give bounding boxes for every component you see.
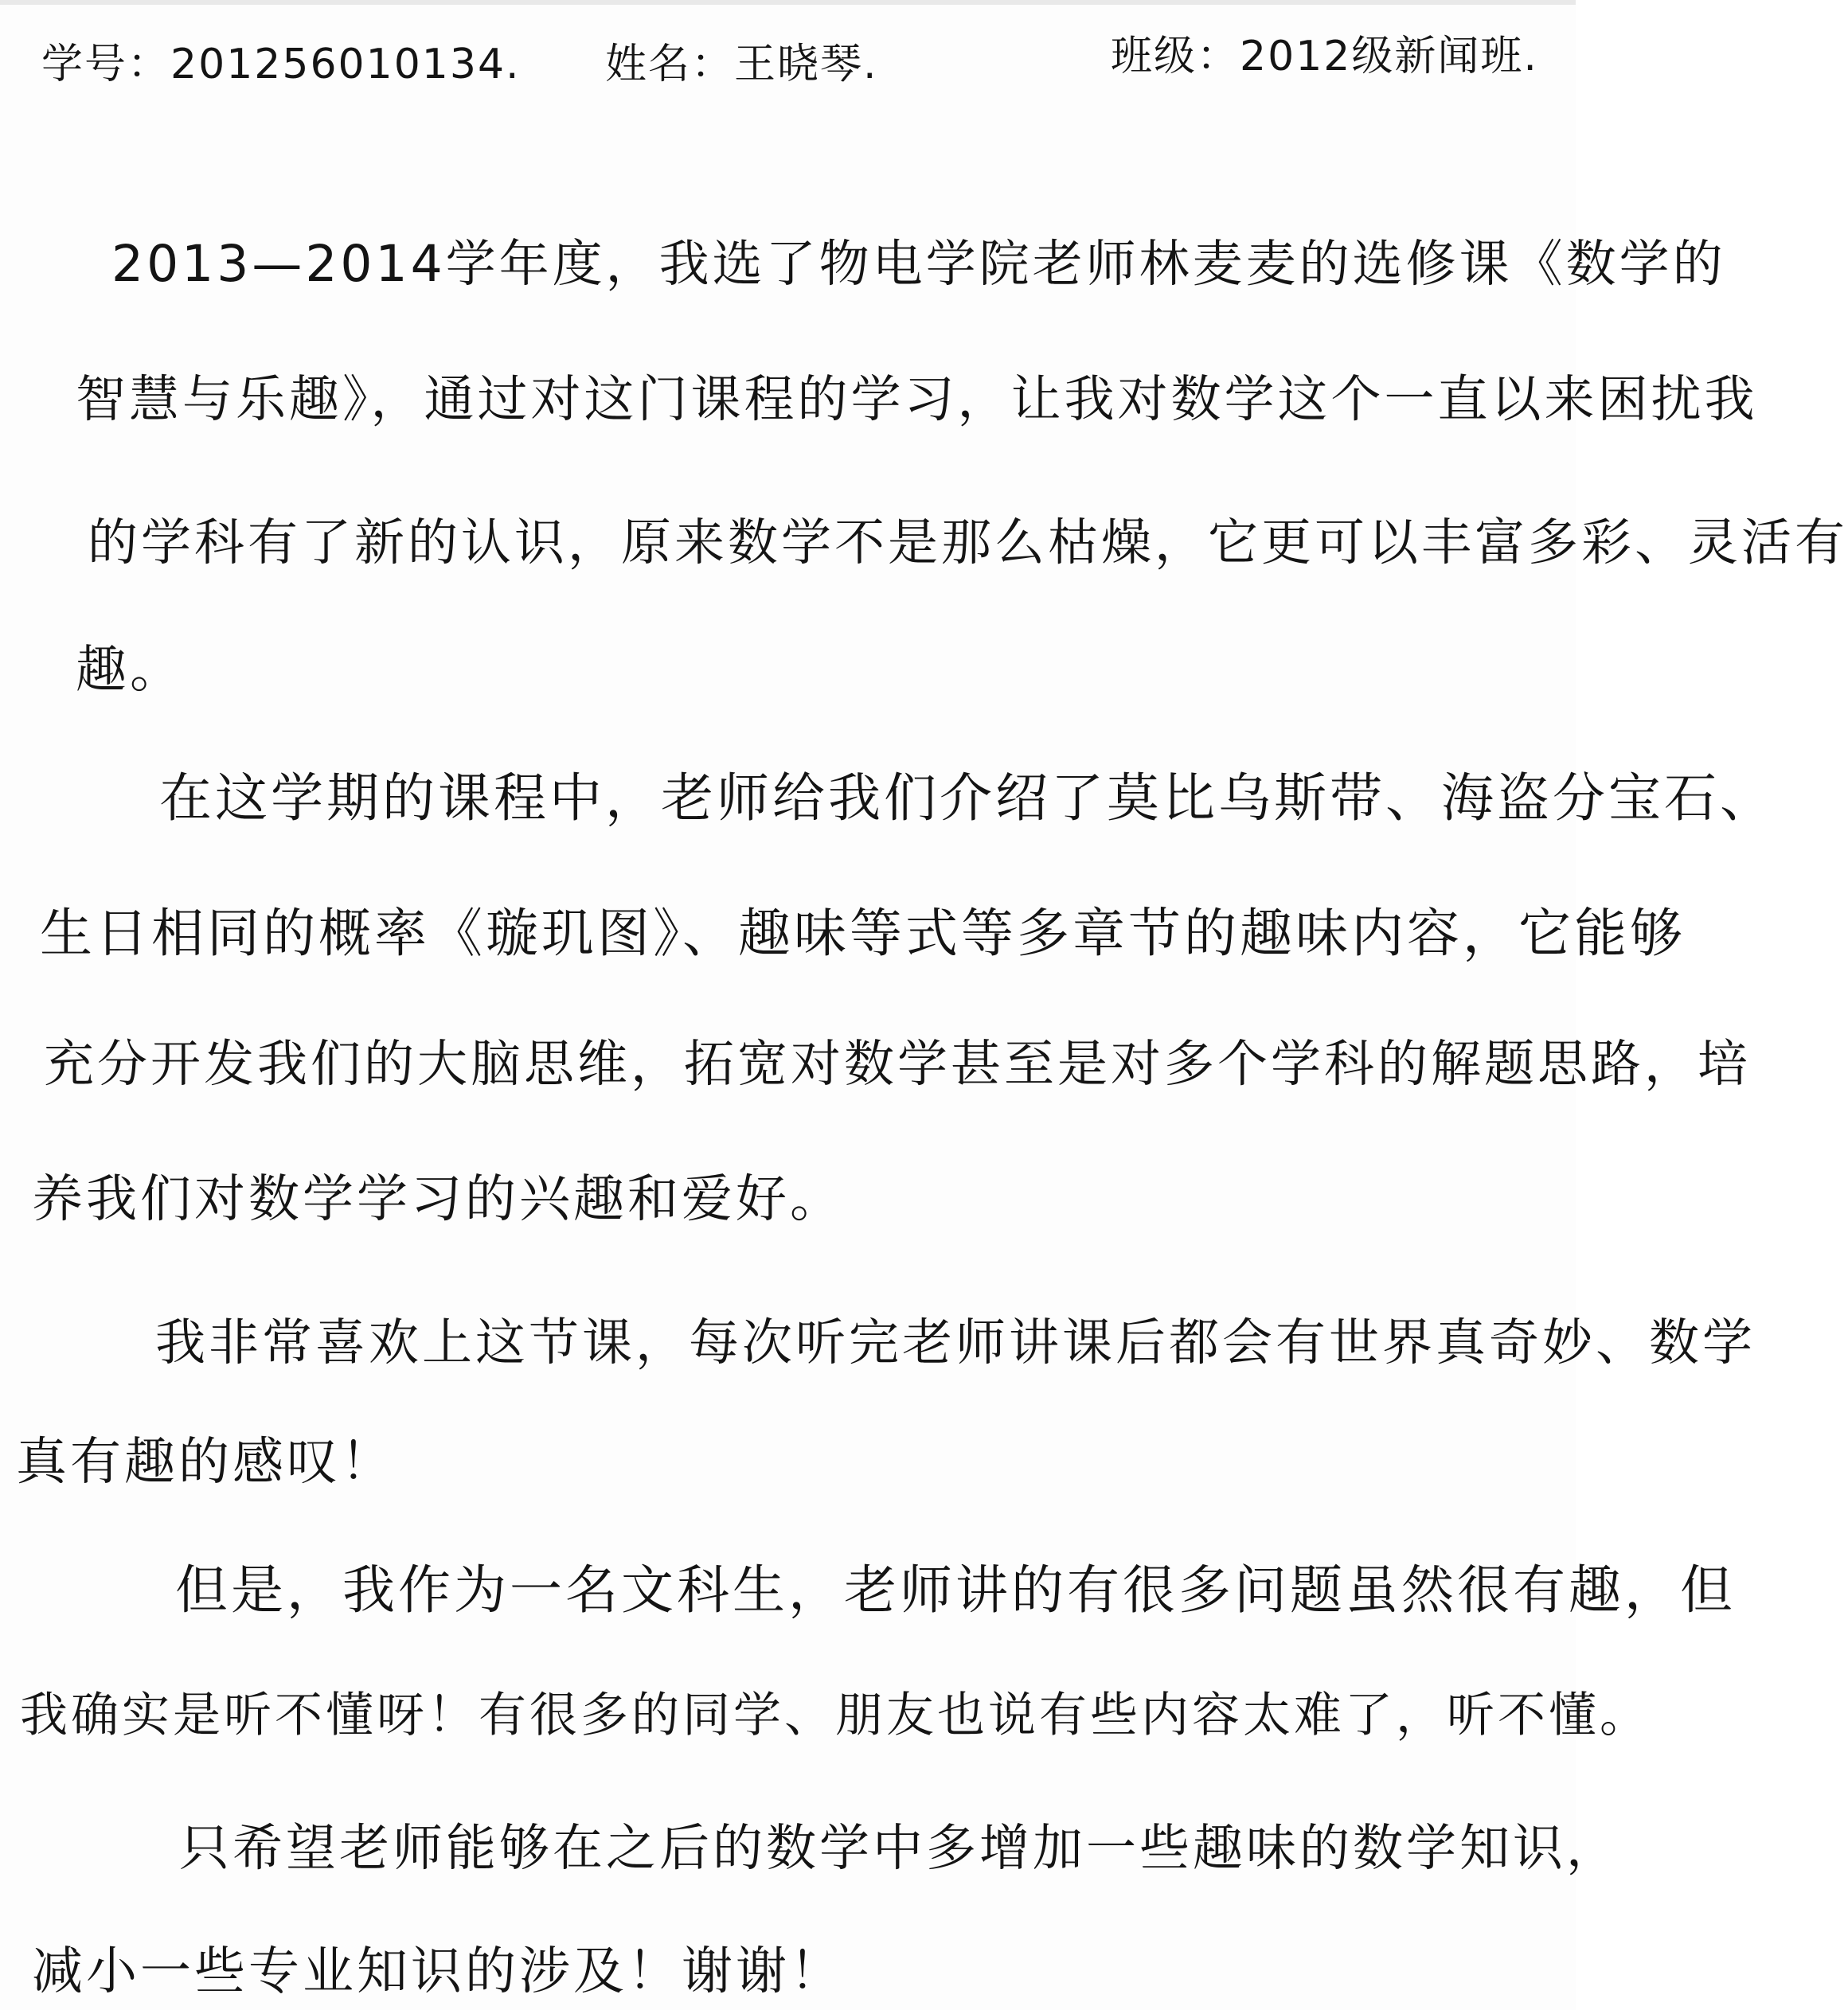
essay-line: 我确实是听不懂呀！有很多的同学、朋友也说有些内容太难了，听不懂。 <box>20 1688 1651 1743</box>
essay-line: 真有趣的感叹！ <box>16 1433 395 1492</box>
essay-line: 在这学期的课程中，老师给我们介绍了莫比乌斯带、海盗分宝石、 <box>159 767 1776 829</box>
class-label: 班级 <box>1111 33 1197 80</box>
class-separator: ： <box>1197 33 1240 80</box>
essay-line: 养我们对数学学习的兴趣和爱好。 <box>32 1170 844 1229</box>
essay-line: 减小一些专业知识的涉及！谢谢！ <box>32 1942 844 2001</box>
essay-line: 趣。 <box>76 641 184 700</box>
student-id-label: 学号 <box>41 41 128 88</box>
essay-line: 的学科有了新的认识，原来数学不是那么枯燥，它更可以丰富多彩、灵活有 <box>88 513 1848 572</box>
name-separator: ： <box>691 41 735 88</box>
student-id-separator: ： <box>127 41 171 88</box>
essay-line: 我非常喜欢上这节课，每次听完老师讲课后都会有世界真奇妙、数学 <box>155 1313 1756 1372</box>
name-label: 姓名 <box>605 41 692 88</box>
name-value: 王晓琴. <box>734 41 878 88</box>
essay-line: 生日相同的概率《璇玑图》、趣味等式等多章节的趣味内容，它能够 <box>40 903 1686 964</box>
essay-line: 2013—2014学年度，我选了物电学院老师林麦麦的选修课《数学的 <box>111 235 1726 293</box>
class-value: 2012级新闻班. <box>1240 33 1538 80</box>
essay-line: 充分开发我们的大脑思维，拓宽对数学甚至是对多个学科的解题思路，培 <box>44 1035 1751 1093</box>
essay-line: 智慧与乐趣》，通过对这门课程的学习，让我对数学这个一直以来困扰我 <box>76 370 1758 428</box>
essay-line: 只希望老师能够在之后的数学中多增加一些趣味的数学知识， <box>179 1819 1619 1877</box>
student-id-value: 201256010134. <box>170 41 521 88</box>
essay-line: 但是，我作为一名文科生，老师讲的有很多问题虽然很有趣，但 <box>175 1559 1736 1621</box>
